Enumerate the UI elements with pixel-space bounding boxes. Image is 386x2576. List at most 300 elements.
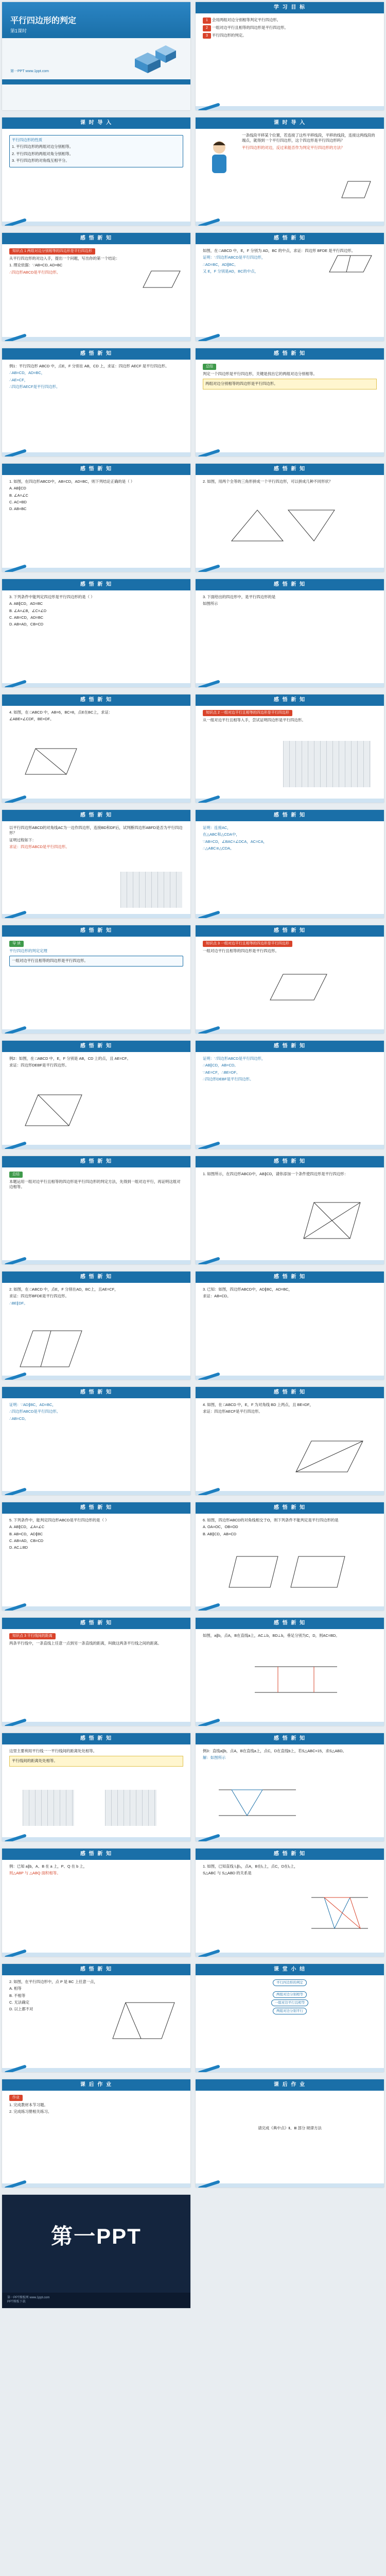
slide-header xyxy=(2,348,190,360)
slide-body xyxy=(9,1518,183,1604)
slide-example-3[interactable] xyxy=(2,1041,190,1149)
badge-2: 2 xyxy=(203,25,211,31)
slide-footer xyxy=(2,1145,190,1149)
slide-footer xyxy=(2,1376,190,1380)
slide-objectives[interactable] xyxy=(196,2,384,110)
summary-rule: 两组对边分别相等的四边形是平行四边形。 xyxy=(205,381,278,386)
slide-title: 感 悟 新 知 xyxy=(80,1043,113,1049)
example-question: 如图，在 □ABCD 中，E，F 分别为 AD，BC 的中点，求证：四边形 BFDE 是平行四边形。 xyxy=(203,248,355,253)
slide-body xyxy=(9,364,183,450)
slide-exercise-2[interactable] xyxy=(196,464,384,572)
slide-title: 感 悟 新 知 xyxy=(80,697,113,703)
slide-header xyxy=(2,810,190,821)
proof-step-3: ∵AB=CD，∠BAC=∠DCA，AC=CA， xyxy=(203,839,267,844)
slide-footer xyxy=(2,568,190,572)
property-3: 3. 平行四边形的对角线互相平分。 xyxy=(12,158,69,163)
slide-header xyxy=(196,925,384,937)
parallelogram-figure xyxy=(293,1438,365,1475)
slide-footer xyxy=(196,1491,384,1495)
theorem-text: 一组对边平行且相等的四边形是平行四边形。 xyxy=(12,958,88,963)
exercise-question: 4. 如图，在 □ABCD 中，AB=6，BC=8，点E在BC上，求证： xyxy=(9,710,113,715)
slide-header xyxy=(196,117,384,129)
proof-step-1: 证明：∵四边形ABCD是平行四边形， xyxy=(203,1056,266,1061)
example-step-1: ∴AB=CD，AD=BC， xyxy=(9,370,45,376)
slide-distance-summary[interactable] xyxy=(2,1733,190,1841)
intro-text-2: 平行四边形的对边，反过来能否作为判定平行四边形的方法？ xyxy=(242,145,345,150)
slide-body xyxy=(9,248,183,335)
slide-exercise-1[interactable] xyxy=(2,464,190,572)
slide-exercise-8-proof[interactable] xyxy=(2,1387,190,1495)
slide-header xyxy=(2,1849,190,1860)
slide-theorem[interactable] xyxy=(2,925,190,1033)
slide-header xyxy=(196,1156,384,1167)
proof-step-3: ∴AB=CD。 xyxy=(9,1416,28,1421)
end-footer xyxy=(2,2293,190,2308)
slide-title: 感 悟 新 知 xyxy=(273,235,306,241)
badge-3: 3 xyxy=(203,33,211,39)
knowledge-heading: 知识点 1 两组对边分别相等的四边形是平行四边形 xyxy=(9,248,95,255)
slide-footer xyxy=(2,1837,190,1841)
example-question: 例2：如图，在 □ABCD 中，E，F 分别是 AB，CD 上的点，且 AE=CF。 xyxy=(9,1056,131,1061)
parallelogram-figure xyxy=(141,269,182,290)
slide-footer xyxy=(2,337,190,341)
exercise-goal: 求证：四边形BFDE是平行四边形。 xyxy=(9,1294,69,1299)
parallelogram-figure xyxy=(268,972,329,1003)
knowledge-heading: 知识点 3 平行线间的距离 xyxy=(9,1633,56,1639)
slide-body xyxy=(203,825,377,912)
option-a[interactable]: A. AB∥CD，∠A=∠C xyxy=(9,1524,45,1530)
slide-header xyxy=(2,694,190,706)
grid-photo xyxy=(283,741,371,787)
slide-body xyxy=(9,595,183,681)
slide-title: 感 悟 新 知 xyxy=(273,1389,306,1395)
exercise-question: 3. 已知：如图，四边形ABCD中，AD∥BC，AD=BC， xyxy=(203,1287,292,1292)
slide-title: 课 时 导 入 xyxy=(273,120,306,126)
kp-text-2: 1. 理论依据：∵AB=CD, AD=BC xyxy=(9,263,63,268)
example-step-2: ∴AD=BC，AD∥BC。 xyxy=(203,262,238,267)
slide-footer xyxy=(196,2068,384,2072)
slide-title: 感 悟 新 知 xyxy=(80,1851,113,1857)
grid-photo xyxy=(23,1790,74,1826)
option-b[interactable]: B. AB=CD，AD∥BC xyxy=(9,1531,43,1536)
slide-header xyxy=(196,233,384,244)
option-a[interactable]: A. AB∥CD，AD=BC xyxy=(9,601,43,606)
option-c[interactable]: C. AB=CD，AD=BC xyxy=(9,615,44,620)
summary-box xyxy=(203,379,377,389)
slide-body xyxy=(9,479,183,566)
slide-exercise-8[interactable] xyxy=(196,1272,384,1380)
badge-1: 1 xyxy=(203,18,211,24)
intro-text-1: 一条线段平移某个位置，若连接了这些平移线段，平移的线段，连接这两线段的端点，就得到一个平行四边形，这个四边形是平行四边形吗？ xyxy=(242,133,375,143)
slide-title: 感 悟 新 知 xyxy=(80,1389,113,1395)
slide-header xyxy=(196,1387,384,1398)
slide-header xyxy=(196,1272,384,1283)
slide-title: 感 悟 新 知 xyxy=(80,1505,113,1511)
cubes-illustration xyxy=(125,43,181,74)
example-step-2: ∴AE=CF， xyxy=(9,377,28,382)
slide-title: 课 堂 小 结 xyxy=(273,1967,306,1972)
slide-area-relation[interactable] xyxy=(2,1849,190,1957)
slide-header xyxy=(2,1041,190,1052)
theorem-heading: 平行四边形的判定定理 xyxy=(9,948,47,953)
slide-proof-1[interactable] xyxy=(2,810,190,918)
slide-header xyxy=(196,810,384,821)
slide-exercise-4[interactable] xyxy=(196,579,384,687)
property-heading: 平行四边形的性质 xyxy=(12,138,43,142)
slide-homework-1[interactable] xyxy=(2,2079,190,2188)
exercise-question: 3. 下列条件中能判定四边形是平行四边形的是（ ） xyxy=(9,595,95,599)
slide-footer xyxy=(196,1029,384,1033)
parallelogram-figure xyxy=(23,1092,84,1128)
option-b[interactable]: B. ∠A=∠B，∠C=∠D xyxy=(9,608,47,613)
slide-footer xyxy=(196,106,384,110)
summary-label: 总结 xyxy=(9,1172,23,1178)
slide-exercise-9[interactable] xyxy=(196,1387,384,1495)
slide-homework-2[interactable] xyxy=(196,2079,384,2188)
slide-title: 感 悟 新 知 xyxy=(80,1620,113,1626)
exercise-step: ∴BE∥DF。 xyxy=(9,1300,28,1306)
slide-footer xyxy=(196,337,384,341)
slide-example-2[interactable] xyxy=(2,348,190,456)
parallelogram-figure xyxy=(23,746,79,777)
slide-end[interactable] xyxy=(2,2195,190,2308)
summary-text: 本题运用一组对边平行且相等的四边形是平行四边形的判定方法，先得到一组对边平行，再证明这组对边相等。 xyxy=(9,1179,181,1190)
slide-title: 感 悟 新 知 xyxy=(80,1274,113,1280)
homework-item-1: 1. 完成教材本节习题。 xyxy=(9,2102,48,2107)
option-c[interactable]: C. AC=BD xyxy=(9,500,27,505)
slide-exercise-7[interactable] xyxy=(2,1272,190,1380)
slide-footer xyxy=(196,1260,384,1264)
exercise-goal: 求证：四边形AECF是平行四边形。 xyxy=(203,1409,262,1414)
option-b[interactable]: B. ∠A=∠C xyxy=(9,493,28,498)
slide-header xyxy=(196,348,384,360)
exercise-question: 2. 如图，在平行四边形中，点 P 是 BC 上任意一点， xyxy=(9,1979,98,1984)
slide-header xyxy=(2,1387,190,1398)
slide-header xyxy=(196,694,384,706)
example-question: 例3：直线a∥b，点A，B在直线a上，点C，D在直线b上，若S△ABC=15，求S△ABD。 xyxy=(203,1749,346,1753)
proof-text-1: 以平行四边形ABCD的对角线AC为一边作四边形，连接BD和DF后，试判断四边形ABFD是否为平行四边形？ xyxy=(9,825,183,836)
option-c[interactable]: C. 无法确定 xyxy=(9,2000,30,2005)
teacher-icon xyxy=(204,138,235,179)
slide-title: 感 悟 新 知 xyxy=(273,1736,306,1741)
proof-text-3: 求证：四边形ABCD是平行四边形。 xyxy=(9,844,69,850)
summary-item-3: 两组对边分别平行 xyxy=(273,2008,307,2014)
exercise-note: 如图所示 xyxy=(203,601,218,606)
option-b[interactable]: B. AB∥CD，AB=CD xyxy=(203,1531,237,1536)
example-solution: 解：如图所示 xyxy=(203,1755,226,1760)
cover-subtitle: 第1课时 xyxy=(10,28,27,33)
slide-body xyxy=(9,1864,183,1951)
slide-footer xyxy=(2,799,190,803)
slide-title: 感 悟 新 知 xyxy=(80,235,113,241)
slide-title: 学 习 目 标 xyxy=(273,5,306,10)
slide-title: 感 悟 新 知 xyxy=(273,582,306,587)
slide-footer xyxy=(196,222,384,226)
slide-kp3[interactable] xyxy=(196,925,384,1033)
slide-header xyxy=(2,1156,190,1167)
guide-label: 导 读 xyxy=(9,941,24,947)
slide-example-3-proof[interactable] xyxy=(196,1041,384,1149)
slide-footer xyxy=(196,1722,384,1726)
summary-item-2: 一组对边平行且相等 xyxy=(271,1999,309,2006)
slide-title: 感 悟 新 知 xyxy=(273,928,306,934)
slide-body xyxy=(203,18,377,104)
slide-header xyxy=(196,2079,384,2091)
slide-footer xyxy=(196,2183,384,2188)
knowledge-heading: 知识点 3 一组对边平行且相等的四边形是平行四边形 xyxy=(203,941,292,947)
grid-photo xyxy=(105,1790,156,1826)
cover-strip xyxy=(2,79,190,84)
slide-proof-2[interactable] xyxy=(196,810,384,918)
slide-title: 感 悟 新 知 xyxy=(273,1620,306,1626)
kp-text: 一组对边平行且相等的四边形是平行四边形。 xyxy=(203,948,279,953)
slide-header xyxy=(196,464,384,475)
kp-text: 从一组对边平行且相等入手，尝试证明四边形是平行四边形。 xyxy=(203,717,306,722)
slide-header xyxy=(196,1849,384,1860)
option-b[interactable]: B. 不相等 xyxy=(9,1993,26,1998)
parallel-lines-figure xyxy=(252,1659,340,1700)
proof-step-4: ∴△ABC≌△CDA。 xyxy=(203,846,234,851)
example-question: 例1：平行四边形 ABCD 中，点E，F 分别在 AB，CD 上，求证：四边形 AECF 是平行四边形。 xyxy=(9,364,169,368)
kp-text: 两条平行线中，一条直线上任意一点到另一条直线的距离，叫做这两条平行线之间的距离。 xyxy=(9,1640,162,1646)
homework-item-2: 2. 完成练习册相关练习。 xyxy=(9,2109,52,2114)
homework-text: 请完成《典中点》Ⅱ、Ⅲ 部分 规律方法 xyxy=(258,2126,322,2130)
slide-footer xyxy=(2,914,190,918)
slide-example-1[interactable] xyxy=(196,233,384,341)
slide-header xyxy=(196,2,384,13)
area-text-1: 例：已知 a∥b，A、B 在 a 上，P、Q 在 b 上， xyxy=(9,1864,87,1869)
slide-title: 感 悟 新 知 xyxy=(273,1851,306,1857)
slide-footer xyxy=(196,1376,384,1380)
option-a[interactable]: A. 相等 xyxy=(9,1986,22,1991)
property-2: 2. 平行四边形的两组对角分别相等。 xyxy=(12,151,74,156)
parallelograms-figure xyxy=(226,1554,350,1590)
homework-label: 作业 xyxy=(9,2095,23,2101)
end-logo: 第一PPT xyxy=(51,2224,142,2248)
slide-exercise-10[interactable] xyxy=(2,1502,190,1611)
example-goal: 求证：四边形DEBF是平行四边形。 xyxy=(9,1063,69,1068)
example-step-3: 又 E，F 分别是AD，BC的中点， xyxy=(203,269,258,274)
slide-footer xyxy=(2,1722,190,1726)
slide-title: 课 后 作 业 xyxy=(273,2082,306,2088)
slide-class-summary[interactable] xyxy=(196,1964,384,2072)
area-text-2: 则△ABP 与 △ABQ 面积相等。 xyxy=(9,1871,61,1876)
slide-body xyxy=(203,595,377,681)
slide-kp2[interactable] xyxy=(196,694,384,803)
exercise-question: 1. 如图，已知直线 l₁∥l₂，点A，B在l₁上，点C，D在l₂上， xyxy=(203,1864,298,1869)
property-box xyxy=(9,135,183,167)
slide-parallel-distance[interactable] xyxy=(196,1618,384,1726)
option-d[interactable]: D. AB=BC xyxy=(9,506,27,512)
slide-body xyxy=(9,2095,183,2181)
slide-header xyxy=(2,464,190,475)
exercise-question: 1. 如图，在四边形ABCD中，AB=CD，AD=BC，则下列结论正确的是（ ） xyxy=(9,479,135,484)
kp-text-1: 从平行四边形的对边入手，提出一个问题，写出你的第一个结论： xyxy=(9,256,120,261)
slide-title: 感 悟 新 知 xyxy=(80,928,113,934)
knowledge-heading: 知识点 2 一组对边平行且相等的四边形是平行四边形 xyxy=(203,710,292,716)
slide-exercise-12[interactable] xyxy=(196,1849,384,1957)
option-a[interactable]: A. AB∥CD xyxy=(9,486,26,491)
slide-footer xyxy=(2,452,190,456)
option-a[interactable]: A. OA=OC，OB=OD xyxy=(203,1524,238,1530)
slide-header xyxy=(2,925,190,937)
summary-text: 判定一个四边形是平行四边形，关键是找出它的两组对边分别相等。 xyxy=(203,371,317,376)
slide-footer xyxy=(196,568,384,572)
slide-title: 感 悟 新 知 xyxy=(273,466,306,472)
slide-summary-2[interactable] xyxy=(2,1156,190,1264)
theorem-box xyxy=(9,956,183,966)
slide-header xyxy=(2,1272,190,1283)
slide-footer xyxy=(2,1606,190,1611)
summary-item-1: 两组对边分别相等 xyxy=(273,1991,307,1998)
proof-step-3: ∵AE=CF，∴BE=DF。 xyxy=(203,1070,240,1075)
slide-exercise-3[interactable] xyxy=(2,579,190,687)
option-d[interactable]: D. AB=AD，CB=CD xyxy=(9,622,44,627)
slide-body xyxy=(9,1402,183,1489)
slide-exercise-6[interactable] xyxy=(196,1156,384,1264)
parallel-lines-figure xyxy=(309,1890,371,1936)
slide-intro-1[interactable] xyxy=(2,117,190,226)
exercise-question: 5. 下列条件中，能判定四边形ABCD是平行四边形的是（ ） xyxy=(9,1518,109,1522)
proof-step-1: 证明：连接AC， xyxy=(203,825,231,830)
slide-body xyxy=(203,1056,377,1143)
slide-title: 感 悟 新 知 xyxy=(80,812,113,818)
option-d[interactable]: D. 以上都不对 xyxy=(9,2007,33,2012)
slide-header xyxy=(2,579,190,590)
slide-title: 感 悟 新 知 xyxy=(273,1043,306,1049)
slide-header xyxy=(196,1502,384,1514)
slide-header xyxy=(196,1041,384,1052)
slide-example-4[interactable] xyxy=(196,1733,384,1841)
summary-root: 平行四边形的判定 xyxy=(273,1979,307,1986)
slide-header xyxy=(2,1964,190,1975)
exercise-question: 6. 如图，四边形ABCD的对角线相交于O，则下列条件不能判定是平行四边形的是 xyxy=(203,1518,339,1522)
slide-footer xyxy=(196,1953,384,1957)
slide-header xyxy=(2,2079,190,2091)
slide-footer xyxy=(2,2068,190,2072)
option-d[interactable]: D. AC⊥BD xyxy=(9,1545,28,1550)
slide-footer xyxy=(2,683,190,687)
objective-2: 一组对边平行且相等的四边形是平行四边形。 xyxy=(212,25,288,30)
slide-body xyxy=(9,133,183,219)
slide-header xyxy=(2,1502,190,1514)
end-footer-line-1[interactable]: 第一PPT模板网 www.1ppt.com xyxy=(7,2296,50,2299)
slide-exercise-13[interactable] xyxy=(2,1964,190,2072)
slide-kp1[interactable] xyxy=(2,233,190,341)
slide-footer xyxy=(196,1145,384,1149)
slide-body xyxy=(9,1633,183,1720)
exercise-goal: 求证：AB=CD。 xyxy=(203,1294,231,1299)
parallel-lines-figure xyxy=(216,1785,299,1821)
slide-title: 感 悟 新 知 xyxy=(80,1736,113,1741)
slide-footer xyxy=(2,1029,190,1033)
slide-footer xyxy=(196,683,384,687)
triangles-figure xyxy=(226,505,340,546)
slide-header xyxy=(196,1618,384,1629)
quadrilateral-figure xyxy=(299,1197,365,1244)
objective-3: 平行四边形的判定。 xyxy=(212,32,247,38)
distance-text: 如图，a∥b，点A，B在直线a上，AC⊥b，BD⊥b，垂足分别为C，D，则AC=BD。 xyxy=(203,1633,340,1638)
slide-exercise-5[interactable] xyxy=(2,694,190,803)
slide-footer xyxy=(196,452,384,456)
slide-footer xyxy=(2,1953,190,1957)
slide-body xyxy=(203,1287,377,1374)
slide-header xyxy=(2,233,190,244)
slide-title: 感 悟 新 知 xyxy=(273,1274,306,1280)
kp-text-3: ∴四边形ABCD是平行四边形。 xyxy=(9,269,61,275)
slide-title: 感 悟 新 知 xyxy=(273,812,306,818)
slide-footer xyxy=(196,1837,384,1841)
slide-footer xyxy=(2,222,190,226)
cover-title: 平行四边形的判定 xyxy=(10,16,77,25)
example-step-1: 证明：∵四边形ABCD是平行四边形， xyxy=(203,255,266,260)
slide-footer xyxy=(2,2183,190,2188)
exercise-question: 3. 下面给出的四边形中，是平行四边形的是 xyxy=(203,595,276,599)
slide-title: 感 悟 新 知 xyxy=(273,1505,306,1511)
slide-body xyxy=(203,2095,377,2181)
property-1: 1. 平行四边形的两组对边分别相等。 xyxy=(12,144,74,149)
proof-step-2: 在△ABC和△CDA中， xyxy=(203,832,240,837)
slide-header xyxy=(2,117,190,129)
distance-text: 这里主要利用平行线一一平行线间的距离处处相等。 xyxy=(9,1749,97,1753)
summary-label: 总结 xyxy=(203,364,216,370)
slide-title: 感 悟 新 知 xyxy=(80,582,113,587)
slide-title: 感 悟 新 知 xyxy=(80,1967,113,1972)
slide-body xyxy=(9,1172,183,1258)
slide-kp4[interactable] xyxy=(2,1618,190,1726)
slide-intro-2[interactable] xyxy=(196,117,384,226)
option-c[interactable]: C. AB=AD，CB=CD xyxy=(9,1538,44,1544)
slide-title: 课 后 作 业 xyxy=(80,2082,113,2088)
slide-header xyxy=(2,1618,190,1629)
slide-title: 感 悟 新 知 xyxy=(273,1159,306,1164)
slide-footer xyxy=(196,914,384,918)
rule-box xyxy=(9,1756,183,1766)
slide-header xyxy=(196,579,384,590)
parallelogram-figure xyxy=(110,2000,177,2041)
slide-title: 感 悟 新 知 xyxy=(273,351,306,357)
grid-photo xyxy=(120,872,182,908)
slide-exercise-11[interactable] xyxy=(196,1502,384,1611)
parallelogram-figure xyxy=(341,179,372,200)
slide-footer xyxy=(2,1491,190,1495)
slide-header xyxy=(196,1733,384,1744)
slide-cover[interactable] xyxy=(2,2,190,110)
slide-title: 感 悟 新 知 xyxy=(273,697,306,703)
slide-title: 感 悟 新 知 xyxy=(80,351,113,357)
slide-footer xyxy=(196,799,384,803)
exercise-goal: S△ABC 与 S△ABD 的关系是 xyxy=(203,1871,252,1876)
slide-body xyxy=(242,133,377,219)
slide-body xyxy=(9,941,183,1027)
example-step-3: ∴四边形AECF是平行四边形。 xyxy=(9,384,60,389)
proof-step-2: ∴AB∥CD，AB=CD。 xyxy=(203,1063,238,1068)
end-footer-line-2[interactable]: PPT模板下载 xyxy=(7,2300,26,2304)
exercise-goal: ∠ABE=∠CDF，BE=DF。 xyxy=(9,717,54,722)
proof-step-1: 证明：∵AD∥BC，AD=BC， xyxy=(9,1402,56,1407)
exercise-question: 1. 如图所示，在四边形ABCD中，AB∥CD，请你添加一个条件使四边形是平行四边形： xyxy=(203,1172,348,1176)
proof-step-4: ∴四边形DEBF是平行四边形。 xyxy=(203,1077,254,1082)
slide-header xyxy=(196,1964,384,1975)
cover-brand: 第一PPT www.1ppt.com xyxy=(10,70,49,73)
exercise-question: 2. 如图，在 □ABCD 中，点E，F 分别在AD，BC上，且AE=CF， xyxy=(9,1287,118,1292)
exercise-question: 2. 如图，用两个全等的三角形拼成一个平行四边形，可以拼成几种不同形状？ xyxy=(203,479,333,484)
slide-title: 课 时 导 入 xyxy=(80,120,113,126)
slide-body xyxy=(203,1979,377,2066)
slide-summary-1[interactable] xyxy=(196,348,384,456)
exercise-question: 4. 如图，在 □ABCD 中，E，F 为对角线 BD 上两点，且 BE=DF， xyxy=(203,1402,313,1407)
proof-text-2: 证明过程如下： xyxy=(9,837,36,842)
